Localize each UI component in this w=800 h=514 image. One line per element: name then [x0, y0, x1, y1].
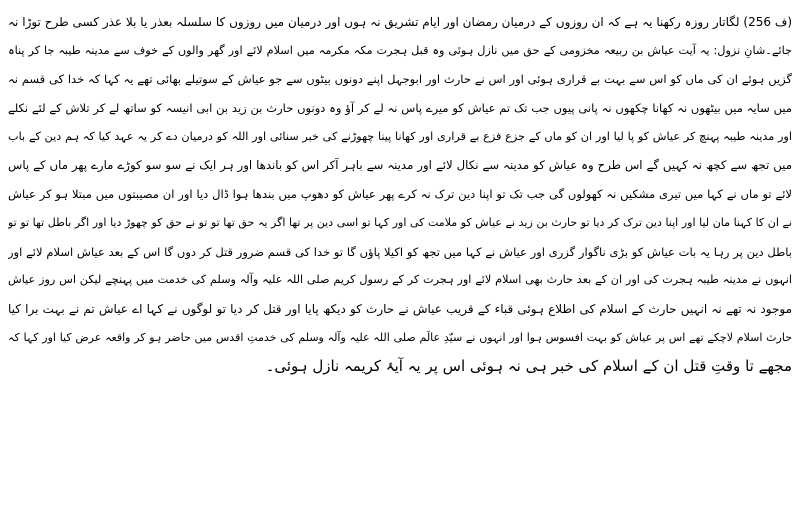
text-line: انہوں نے مدینہ طیبہ ہجرت کی اور ان کے بعد حارث بھی اسلام لائے اور ہجرت کر کے رسول کریم صلی اللہ علیہ وآلہ وسلم کی خدمت میں پہنچے لیکن اس روز عیاش: [8, 273, 792, 287]
text-line: نے ان کا کہنا مان لیا اور اپنا دین ترک کر دیا تو حارث بن زید نے عیاش کو ملامت کی اور کہا تو اسی دین پر تھا اگر یہ حق تھا تو تو نے حق کو چھوڑ دیا اور اگر باطل تھا تو تو: [8, 215, 792, 229]
text-line: جائے۔شانِ نزول: یہ آیت عیاش بن ربیعہ مخزومی کے حق میں نازل ہوئی وہ قبل ہجرت مکہ مکرمہ میں اسلام لائے اور گھر والوں کے خوف سے مدینہ طیبہ جا کر پناہ: [8, 43, 792, 57]
text-line: موجود نہ تھے نہ انہیں حارث کے اسلام کی اطلاع ہوئی قباء کے قریب عیاش نے حارث کو دیکھ پایا اور قتل کر دیا تو لوگوں نے کہا اے عیاش تم نے بہت برا کیا: [8, 301, 792, 316]
text-line: (ف 256) لگاتار روزہ رکھنا یہ ہے کہ ان روزوں کے درمیان رمضان اور ایام تشریق نہ ہوں اور درمیان میں روزوں کا سلسلہ بعذر یا بلا عذر کسی طرح توڑا نہ: [8, 15, 792, 29]
text-line: اور مدینہ طیبہ پہنچ کر عیاش کو پا لیا اور ان کو ماں کے جزع فزع بے قراری اور کھانا پینا چھوڑنے کی خبر سنائی اور اللہ کو درمیان دے کر یہ عہد کیا کہ ہم دین کے باب: [8, 129, 792, 143]
text-line: باطل دین پر رہا یہ بات عیاش کو بڑی ناگوار گزری اور عیاش نے کہا میں تجھ کو اکیلا پاؤں گا تو خدا کی قسم ضرور قتل کر دوں گا اس کے بعد عیاش اسلام لائے اور: [8, 244, 792, 259]
tafsir-paragraph: [8, 8, 792, 381]
text-line: مجھے تا وقتِ قتل ان کے اسلام کی خبر ہی نہ ہوئی اس پر یہ آیۂ کریمہ نازل ہوئی۔: [265, 357, 792, 376]
text-line: گزیں ہوئے ان کی ماں کو اس سے بہت بے قراری ہوئی اور اس نے حارث اور ابوجہل اپنے دونوں بیٹوں سے جو عیاش کے سوتیلے بھائی تھے یہ کہا کہ خدا کی قسم نہ: [8, 72, 792, 87]
text-line: میں سایہ میں بیٹھوں نہ کھانا چکھوں نہ پانی پیوں جب تک تم عیاش کو میرے پاس نہ لے کر آؤ وہ دونوں حارث بن زید بن ابی انیسہ کو ساتھ لے کر تلاش کے لئے نکلے: [8, 101, 792, 116]
text-line: لائے تو ماں نے کہا میں تیری مشکیں نہ کھولوں گی جب تک تو اپنا دین ترک نہ کرے پھر عیاش کو دھوپ میں بندھا ہوا ڈال دیا اور ان مصیبتوں میں مبتلا ہو کر عیاش: [8, 187, 792, 202]
text-line: حارث اسلام لاچکے تھے اس پر عیاش کو بہت افسوس ہوا اور انہوں نے سیّدِ عالَم صلی اللہ علیہ وآلہ وسلم کی خدمتِ اقدس میں حاضر ہو کر واقعہ عرض کیا اور کہا کہ: [8, 330, 792, 344]
text-line: میں تجھ سے کچھ نہ کہیں گے اس طرح وہ عیاش کو مدینہ سے نکال لائے اور مدینہ سے باہر آکر اس کو باندھا اور ہر ایک نے سو سو کوڑے مارے پھر ماں کے پاس: [8, 158, 792, 173]
